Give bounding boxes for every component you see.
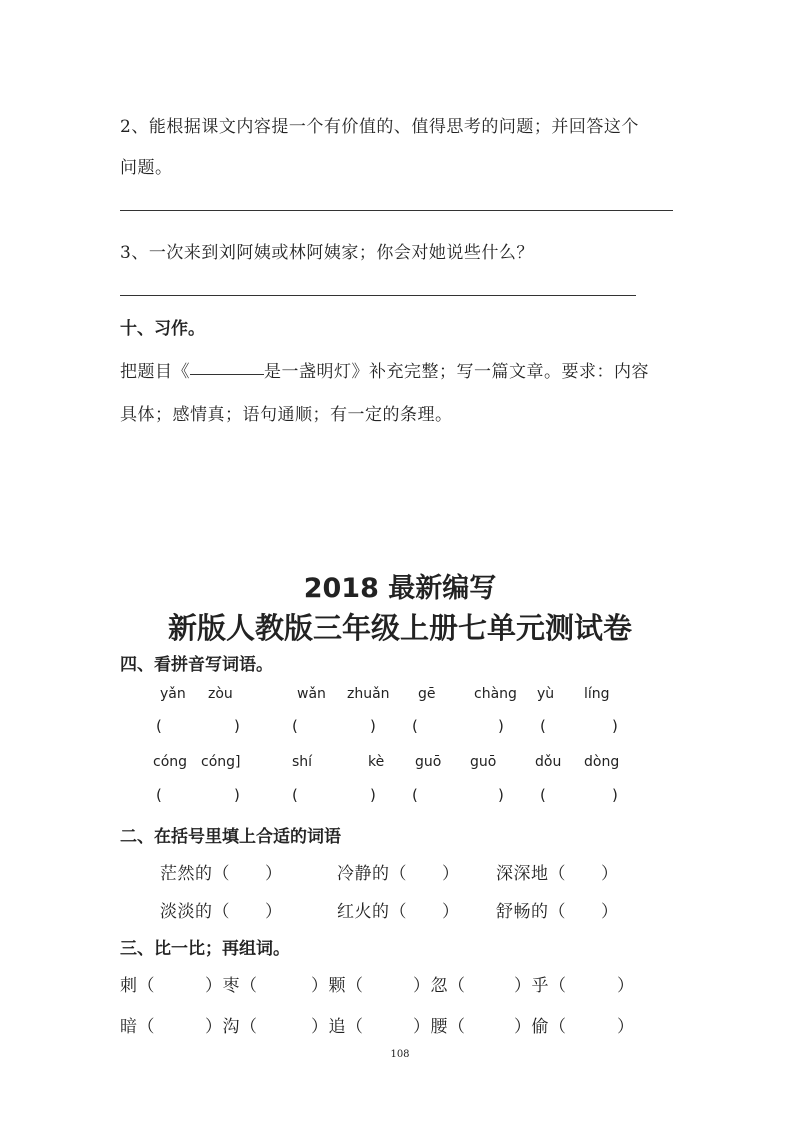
q3-text: 3、一次来到刘阿姨或林阿姨家；你会对她说些什么？ <box>120 243 534 263</box>
pinyin: yǎn <box>160 686 186 702</box>
pinyin: zhuǎn <box>347 686 390 702</box>
fill-item[interactable]: 淡淡的（ ） <box>160 902 283 922</box>
compare-item[interactable]: ） <box>617 1017 635 1037</box>
compare-item[interactable]: 刺（ <box>120 976 155 996</box>
bracket-close: ) <box>234 786 240 804</box>
bracket-open: ( <box>540 786 546 804</box>
pinyin: chàng <box>474 686 517 702</box>
page-number: 108 <box>390 1049 410 1060</box>
bracket-open: ( <box>292 717 298 735</box>
exam-main-title: 新版人教版三年级上册七单元测试卷 <box>167 611 632 645</box>
bracket-close: ) <box>498 786 504 804</box>
title-blank[interactable] <box>190 373 264 375</box>
bracket-open: ( <box>412 717 418 735</box>
pinyin: shí <box>292 754 313 770</box>
pinyin: zòu <box>208 686 233 702</box>
sec10-para2: 具体；感情真；语句通顺；有一定的条理。 <box>120 405 453 425</box>
fill-item[interactable]: 茫然的（ ） <box>160 864 283 884</box>
sec4-title: 四、看拼音写词语。 <box>120 655 273 675</box>
pinyin: wǎn <box>297 686 326 702</box>
fill-item[interactable]: 舒畅的（ ） <box>496 902 619 922</box>
sec10-para1 <box>120 357 649 382</box>
pinyin: dòng <box>584 754 620 770</box>
pinyin: guō <box>470 754 497 770</box>
bracket-close: ) <box>234 717 240 735</box>
bracket-open: ( <box>540 717 546 735</box>
pinyin: gē <box>418 686 436 702</box>
bracket-open: ( <box>156 786 162 804</box>
pinyin: cóng] <box>201 754 241 770</box>
bracket-open: ( <box>156 717 162 735</box>
compare-item[interactable]: ）腰（ <box>413 1017 466 1037</box>
bracket-close: ) <box>498 717 504 735</box>
compare-item[interactable]: ） <box>617 976 635 996</box>
compare-item[interactable]: ）颗（ <box>311 976 364 996</box>
bracket-close: ) <box>370 717 376 735</box>
answer-line-q3[interactable] <box>120 295 636 296</box>
pinyin: cóng <box>153 754 188 770</box>
compare-item[interactable]: ）枣（ <box>205 976 258 996</box>
pinyin: kè <box>368 754 385 770</box>
bracket-close: ) <box>612 717 618 735</box>
fill-item[interactable]: 深深地（ ） <box>496 864 619 884</box>
compare-item[interactable]: ）忽（ <box>413 976 466 996</box>
pinyin: yù <box>537 686 555 702</box>
bracket-open: ( <box>292 786 298 804</box>
fill-item[interactable]: 冷静的（ ） <box>337 864 460 884</box>
compare-item[interactable]: ）追（ <box>311 1017 364 1037</box>
bracket-close: ) <box>612 786 618 804</box>
bracket-close: ) <box>370 786 376 804</box>
exam-year-title: 2018 最新编写 <box>303 573 497 604</box>
sec10-para1-a: 把题目《 <box>120 362 190 382</box>
sec10-para1-b: 是一盏明灯》补充完整；写一篇文章。要求：内容 <box>264 362 649 382</box>
q2-line1: 2、能根据课文内容提一个有价值的、值得思考的问题；并回答这个 <box>120 117 639 137</box>
compare-item[interactable]: ）沟（ <box>205 1017 258 1037</box>
pinyin: líng <box>584 686 610 702</box>
compare-item[interactable]: 暗（ <box>120 1017 155 1037</box>
pinyin: dǒu <box>535 754 562 770</box>
sec10-title: 十、习作。 <box>120 319 205 339</box>
sec2-title: 二、在括号里填上合适的词语 <box>120 827 341 847</box>
pinyin: guō <box>415 754 442 770</box>
fill-item[interactable]: 红火的（ ） <box>337 902 460 922</box>
bracket-open: ( <box>412 786 418 804</box>
compare-item[interactable]: ）偷（ <box>514 1017 567 1037</box>
answer-line-q2[interactable] <box>120 210 673 211</box>
q2-line2: 问题。 <box>120 158 173 178</box>
compare-item[interactable]: ）乎（ <box>514 976 567 996</box>
sec3-title: 三、比一比；再组词。 <box>120 939 290 959</box>
